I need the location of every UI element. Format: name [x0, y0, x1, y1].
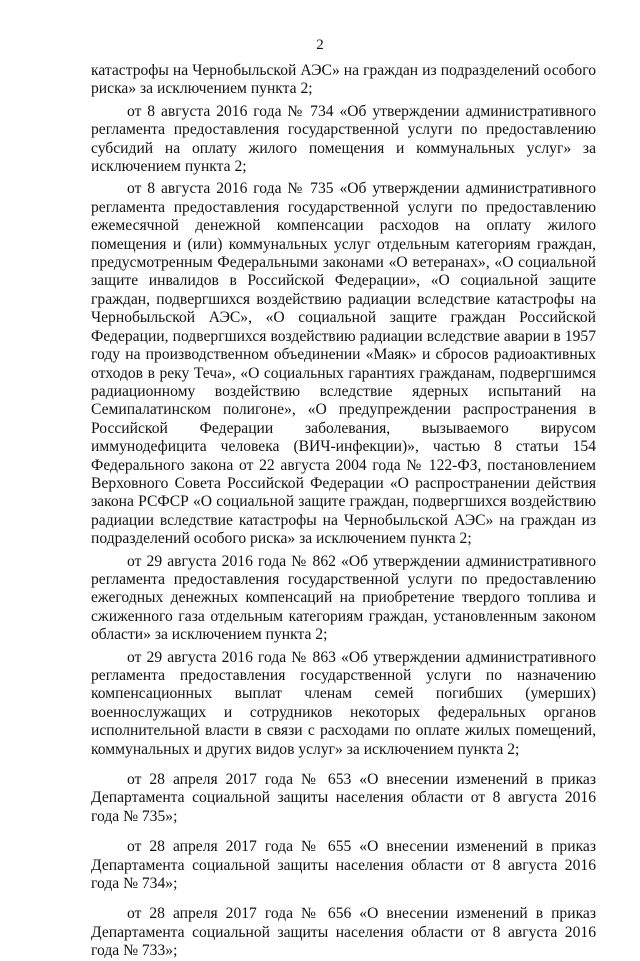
paragraph-order-653: от 28 апреля 2017 года № 653 «О внесении изменений в приказ Департамента социальной защиты населения области от 8 августа 2016 года № 735»; [91, 771, 596, 825]
paragraph-order-863: от 29 августа 2016 года № 863 «Об утверждении административного регламента предоставления государственной услуги по назначению компенсационных выплат членам семей погибших (умерших) военнослужащих и сотрудников некоторых федеральных органов исполнительной власти в связи с расходами по оплате жилых помещений, коммунальных и других видов услуг» за исключением пункта 2; [91, 648, 596, 758]
paragraph-order-735: от 8 августа 2016 года № 735 «Об утверждении административного регламента предоставления государственной услуги по предоставлению ежемесячной денежной компенсации расходов на оплату жилого помещения и (или) коммунальных услуг отдельным категориям граждан, предусмотренным Федеральными законами «О ветеранах», «О социальной защите инвалидов в Российской Федерации», «О социальной защите граждан, подвергшихся воздействию радиации вследствие катастрофы на Чернобыльской АЭС», «О социальной защите граждан Российской Федерации, подвергшихся воздействию радиации вследствие аварии в 1957 году на производственном объединении «Маяк» и сбросов радиоактивных отходов в реку Теча», «О социальных гарантиях гражданам, подвергшимся радиационному воздействию вследствие ядерных испытаний на Семипалатинском полигоне», «О предупреждении распространения в Российской Федерации заболевания, вызываемого вирусом иммунодефицита человека (ВИЧ-инфекции)», частью 8 статьи 154 Федерального закона от 22 августа 2004 года № 122-ФЗ, постановлением Верховного Совета Российской Федерации «О распространении действия закона РСФСР «О социальной защите граждан, подвергшихся воздействию радиации вследствие катастрофы на Чернобыльской АЭС» на граждан из подразделений особого риска» за исключением пункта 2; [91, 180, 596, 548]
document-body [91, 62, 596, 961]
paragraph-order-655: от 28 апреля 2017 года № 655 «О внесении изменений в приказ Департамента социальной защиты населения области от 8 августа 2016 года № 734»; [91, 838, 596, 893]
paragraph-order-862: от 29 августа 2016 года № 862 «Об утверждении административного регламента предоставления государственной услуги по предоставлению ежегодных денежных компенсаций на приобретение твердого топлива и сжиженного газа отдельным категориям граждан, установленным законом области» за исключением пункта 2; [91, 552, 596, 644]
paragraph-continuation: катастрофы на Чернобыльской АЭС» на граждан из подразделений особого риска» за исключением пункта 2; [91, 62, 596, 98]
paragraph-order-656: от 28 апреля 2017 года № 656 «О внесении изменений в приказ Департамента социальной защиты населения области от 8 августа 2016 года № 733»; [91, 905, 596, 960]
page-number: 2 [316, 37, 324, 53]
paragraph-order-734: от 8 августа 2016 года № 734 «Об утверждении административного регламента предоставления государственной услуги по предоставлению субсидий на оплату жилого помещения и коммунальных услуг» за исключением пункта 2; [91, 102, 596, 176]
